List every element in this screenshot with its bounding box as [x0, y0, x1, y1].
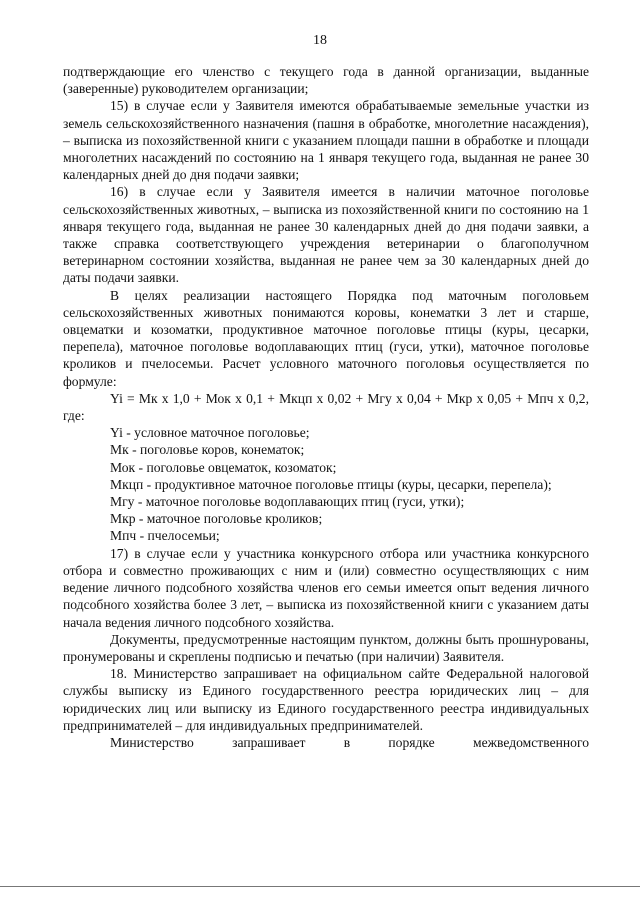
definition-mkr: Мкр - маточное поголовье кроликов;: [110, 511, 323, 527]
final-word-2: запрашивает: [232, 734, 306, 750]
paragraph-continuation: подтверждающие его членство с текущего года в данной организации, выданные (заверенные) руководителем организации;: [63, 64, 589, 97]
definition-mpch: Мпч - пчелосемьи;: [110, 528, 220, 544]
definition-mk: Мк - поголовье коров, конематок;: [110, 442, 305, 458]
paragraph-final-line: [63, 734, 589, 751]
definition-mgu: Мгу - маточное поголовье водоплавающих птиц (гуси, утки);: [110, 494, 465, 510]
paragraph-item-16: 16) в случае если у Заявителя имеется в наличии маточное поголовье сельскохозяйственных животных, – выписка из похозяйственной книги по состоянию на 1 января текущего года, выданная не ранее 30 календарных дней до дня подачи заявки, а также справка соответствующего учреждения ветеринарии о благополучном ветеринарном состоянии хозяйства, выданная не ранее чем за 30 календарных дней до даты подачи заявки.: [63, 184, 589, 286]
definition-yi: Yi - условное маточное поголовье;: [110, 425, 310, 441]
paragraph-documents-note: Документы, предусмотренные настоящим пунктом, должны быть прошнурованы, пронумерованы и скреплены подписью и печатью (при наличии) Заявителя.: [63, 631, 589, 664]
paragraph-item-15: 15) в случае если у Заявителя имеются обрабатываемые земельные участки из земель сельскохозяйственного назначения (пашня в обработке, многолетние насаждения), – выписка из похозяйственной книги с указанием площади пашни в обработке и площади многолетних насаждений по состоянию на 1 января текущего года, выданная не ранее 30 календарных дней до дня подачи заявки;: [63, 98, 589, 183]
paragraph-definition-intro: В целях реализации настоящего Порядка под маточным поголовьем сельскохозяйственных животных понимаются коровы, конематки 3 лет и старше, овцематки и козоматки, продуктивное маточное поголовье птицы (куры, цесарки, перепела), маточное поголовье водоплавающих птиц (гуси, утки), маточное поголовье кроликов и пчелосемьи. Расчет условного маточного поголовья осуществляется по формуле:: [63, 287, 589, 389]
bottom-divider: [0, 886, 640, 887]
page-number: 18: [313, 33, 327, 48]
formula: Yi = Мк х 1,0 + Мок х 0,1 + Мкцп х 0,02 + Мгу х 0,04 + Мкр х 0,05 + Мпч х 0,2, где:: [63, 390, 589, 424]
paragraph-item-17: 17) в случае если у участника конкурсного отбора или участника конкурсного отбора и совместно проживающих с ним и (или) совместно осуществляющих с ним ведение личного подсобного хозяйства членов его семьи имеется опыт ведения личного подсобного хозяйства более 3 лет, – выписка из похозяйственной книги с указанием даты начала ведения личного подсобного хозяйства.: [63, 545, 589, 630]
final-word-3: в: [343, 734, 351, 750]
document-body: [63, 63, 589, 751]
final-word-4: порядке: [388, 734, 435, 750]
definition-mkcp: Мкцп - продуктивное маточное поголовье птицы (куры, цесарки, перепела);: [110, 476, 552, 492]
final-word-1: Министерство: [110, 734, 194, 750]
definition-mok: Мок - поголовье овцематок, козоматок;: [110, 459, 337, 475]
final-word-5: межведомственного: [472, 734, 589, 750]
paragraph-item-18: 18. Министерство запрашивает на официальном сайте Федеральной налоговой службы выписку из Единого государственного реестра юридических лиц – для юридических лиц или выписку из Единого государственного реестра индивидуальных предпринимателей – для индивидуальных предпринимателей.: [63, 666, 589, 733]
